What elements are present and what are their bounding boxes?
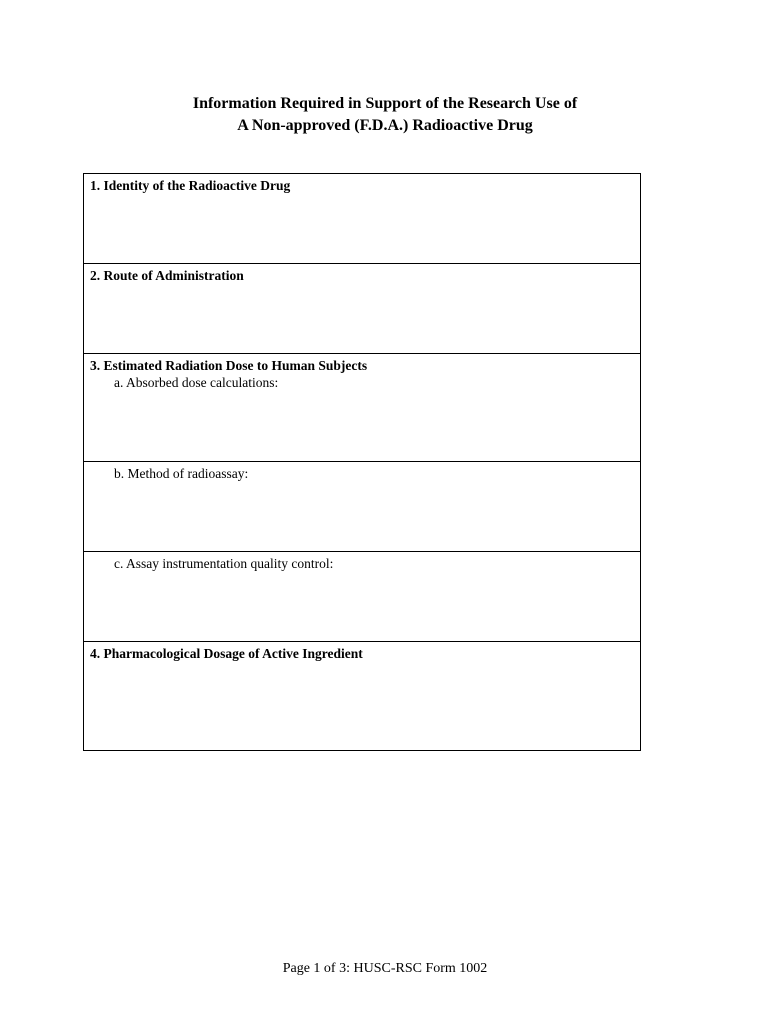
title-line-2: A Non-approved (F.D.A.) Radioactive Drug bbox=[237, 117, 533, 134]
subsection-absorbed-dose-label: a. Absorbed dose calculations: bbox=[114, 375, 279, 390]
section-radiation-dose[interactable] bbox=[84, 354, 640, 462]
subsection-radioassay-label: b. Method of radioassay: bbox=[114, 466, 249, 481]
document-title bbox=[0, 93, 770, 137]
subsection-quality-control[interactable] bbox=[84, 552, 640, 642]
subsection-radioassay[interactable] bbox=[84, 462, 640, 552]
section-route-heading: 2. Route of Administration bbox=[90, 268, 244, 283]
title-line-1: Information Required in Support of the Research Use of bbox=[192, 95, 578, 112]
section-identity[interactable] bbox=[84, 174, 640, 264]
section-pharmacological-dosage[interactable] bbox=[84, 642, 640, 750]
subsection-quality-control-label: c. Assay instrumentation quality control: bbox=[114, 556, 334, 571]
section-radiation-dose-heading: 3. Estimated Radiation Dose to Human Subjects bbox=[90, 358, 368, 373]
section-pharmacological-dosage-heading: 4. Pharmacological Dosage of Active Ingredient bbox=[90, 646, 363, 661]
form-table bbox=[83, 173, 641, 751]
page-footer: Page 1 of 3: HUSC-RSC Form 1002 bbox=[282, 961, 488, 976]
section-route[interactable] bbox=[84, 264, 640, 354]
section-identity-heading: 1. Identity of the Radioactive Drug bbox=[90, 178, 291, 193]
